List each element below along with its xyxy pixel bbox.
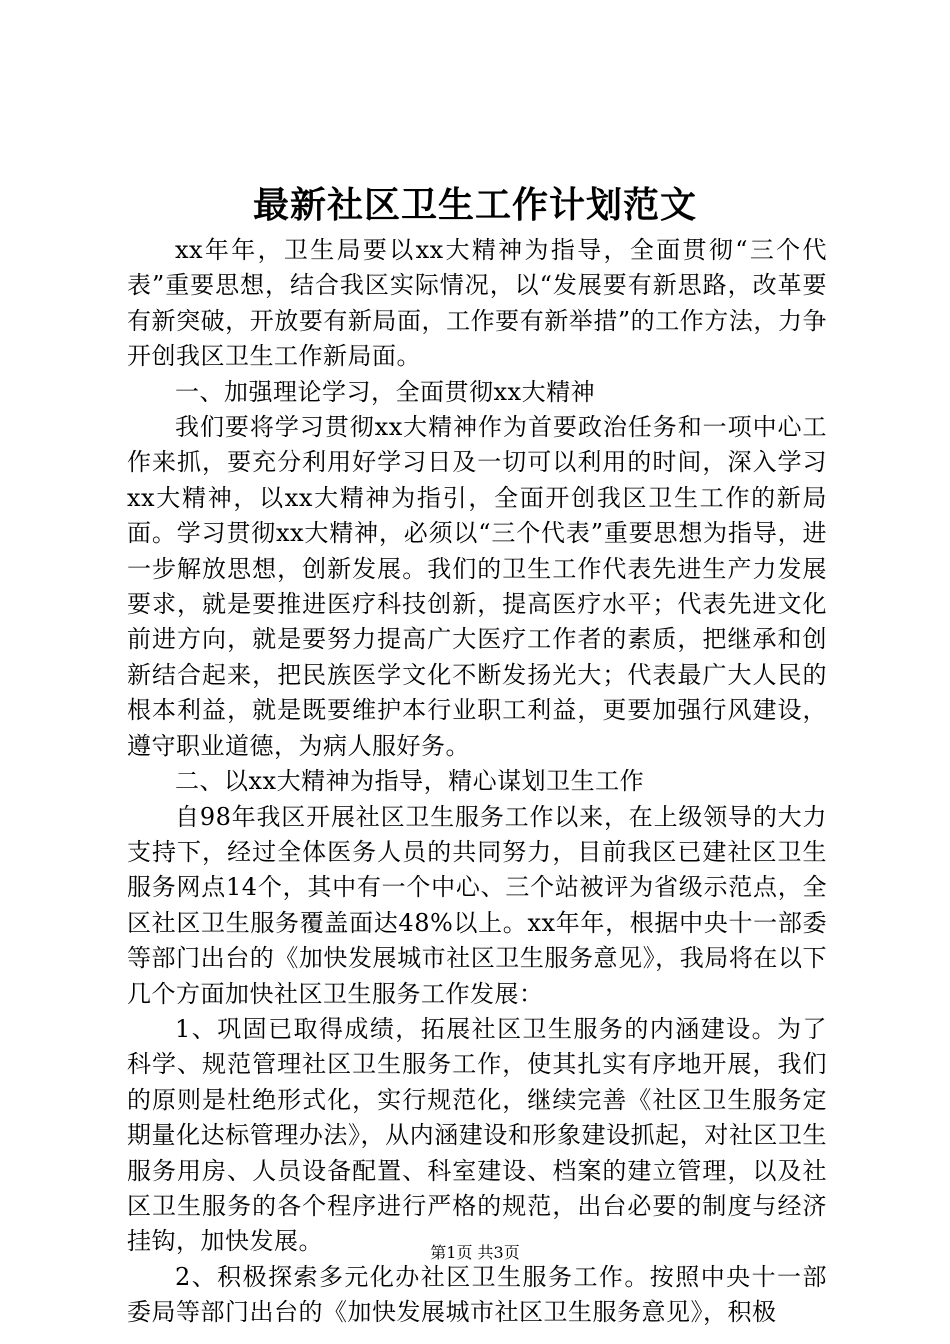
- document-title: 最新社区卫生工作计划范文: [252, 184, 697, 226]
- paragraph-item-1: 1、巩固已取得成绩，拓展社区卫生服务的内涵建设。为了科学、规范管理社区卫生服务工作，使其扎实有序地开展，我们的原则是杜绝形式化，实行规范化，继续完善《社区卫生服务定期量化达标管理办法》，从内涵建设和形象建设抓起，对社区卫生服务用房、人员设备配置、科室建设、档案的建立管理，以及社区卫生服务的各个程序进行严格的规范，出台必要的制度与经济挂钩，加快发展。: [127, 1014, 827, 1256]
- paragraph-item-2: 2、积极探索多元化办社区卫生服务工作。按照中央十一部委局等部门出台的《加快发展城市社区卫生服务意见》，积极: [127, 1262, 827, 1327]
- paragraph-section-2: 自98年我区开展社区卫生服务工作以来，在上级领导的大力支持下，经过全体医务人员的共同努力，目前我区已建社区卫生服务网点14个，其中有一个中心、三个站被评为省级示范点，全区社区卫生服务覆盖面达48%以上。xx年年，根据中央十一部委等部门出台的《加快发展城市社区卫生服务意见》，我局将在以下几个方面加快社区卫生服务工作发展：: [127, 802, 827, 1008]
- section-heading-1: 一、加强理论学习，全面贯彻xx大精神: [175, 377, 596, 406]
- document-body: [127, 233, 827, 1331]
- page-number-footer: 第1页 共3页: [430, 1243, 520, 1262]
- section-heading-2: 二、以xx大精神为指导，精心谋划卫生工作: [175, 767, 645, 796]
- paragraph-intro: xx年年，卫生局要以xx大精神为指导，全面贯彻“三个代表”重要思想，结合我区实际情况，以“发展要有新思路，改革要有新突破，开放要有新局面，工作要有新举措”的工作方法，力争开创我区卫生工作新局面。: [127, 236, 827, 371]
- paragraph-section-1: 我们要将学习贯彻xx大精神作为首要政治任务和一项中心工作来抓，要充分利用好学习日及一切可以利用的时间，深入学习xx大精神，以xx大精神为指引，全面开创我区卫生工作的新局面。学习贯彻xx大精神，必须以“三个代表”重要思想为指导，进一步解放思想，创新发展。我们的卫生工作代表先进生产力发展要求，就是要推进医疗科技创新，提高医疗水平；代表先进文化前进方向，就是要努力提高广大医疗工作者的素质，把继承和创新结合起来，把民族医学文化不断发扬光大；代表最广大人民的根本利益，就是既要维护本行业职工利益，更要加强行风建设，遵守职业道德，为病人服好务。: [127, 413, 827, 760]
